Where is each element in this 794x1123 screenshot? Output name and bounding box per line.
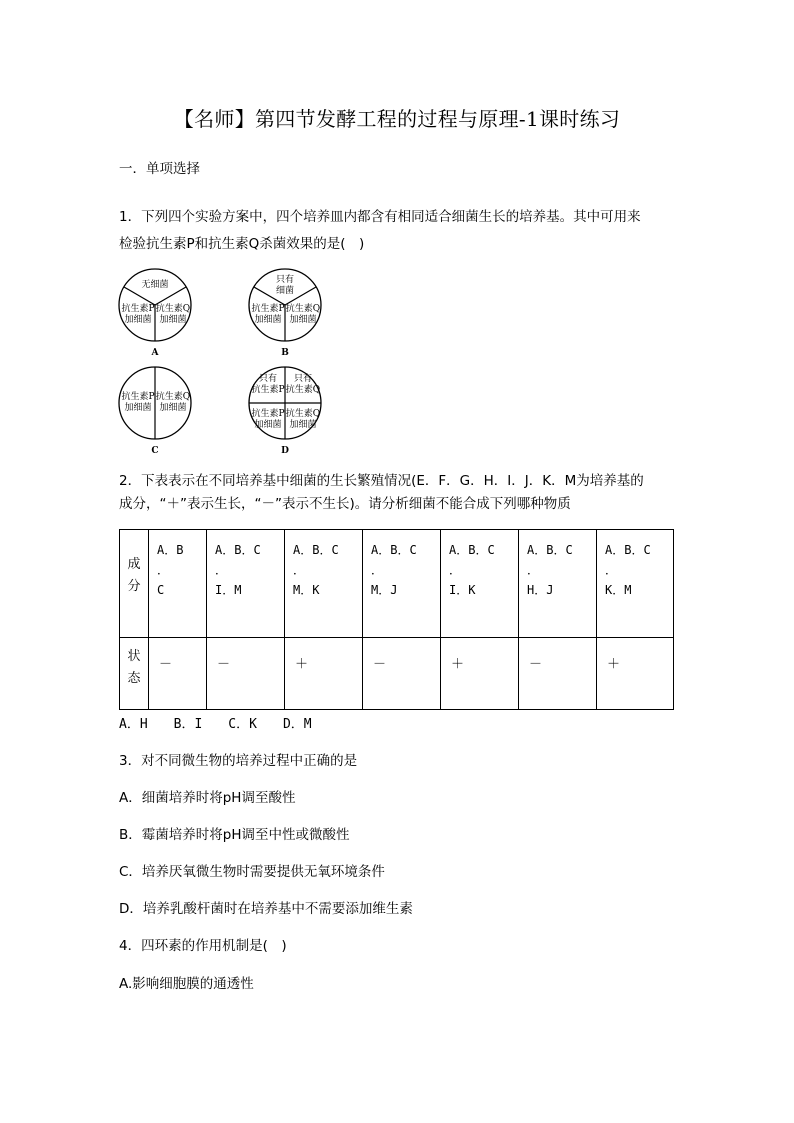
- dish-d-br-label-1: 抗生素Q: [285, 409, 321, 419]
- dish-b-left-label-2: 加细菌: [254, 315, 282, 325]
- dish-c-left-label-2: 加细菌: [124, 403, 152, 413]
- state-cell: ＋: [597, 638, 674, 710]
- dish-b-right-label-1: 抗生素Q: [285, 304, 321, 314]
- dish-b-right-label-2: 加细菌: [289, 315, 317, 325]
- dish-a-left-label-2: 加细菌: [124, 315, 152, 325]
- state-cell: ＋: [285, 638, 363, 710]
- q2-options: A．H B．I C．K D．M: [119, 717, 312, 732]
- component-cell: A．B．C ． I．M: [207, 530, 285, 638]
- section-heading: 一．单项选择: [119, 161, 200, 177]
- dish-d-bl-label-2: 加细菌: [254, 420, 282, 430]
- dish-c-letter: C: [151, 446, 159, 455]
- state-cell: －: [149, 638, 207, 710]
- dish-b: [249, 269, 321, 358]
- dish-d-br-label-2: 加细菌: [289, 420, 317, 430]
- q4-stem: 4．四环素的作用机制是( ): [119, 938, 287, 954]
- component-cell: A．B．C ． H．J: [519, 530, 597, 638]
- q3-option-c: C．培养厌氧微生物时需要提供无氧环境条件: [119, 864, 385, 880]
- state-cell: －: [519, 638, 597, 710]
- dish-d-tr-label-1: 只有: [293, 374, 313, 384]
- dish-b-top-label-2: 细菌: [275, 286, 295, 296]
- page-title: 【名师】第四节发酵工程的过程与原理-1课时练习: [173, 107, 621, 131]
- q1-stem-line1: 1．下列四个实验方案中，四个培养皿内都含有相同适合细菌生长的培养基。其中可用来: [119, 209, 641, 225]
- component-cell: A．B．C ． M．J: [363, 530, 441, 638]
- component-cell: A．B．C ． I．K: [441, 530, 519, 638]
- state-cell: －: [363, 638, 441, 710]
- dish-a-right-label-1: 抗生素Q: [155, 304, 191, 314]
- table-row-component: [120, 530, 674, 638]
- q4-option-a: A.影响细胞膜的通透性: [119, 976, 254, 992]
- dish-b-top-label-1: 只有: [275, 275, 295, 285]
- dish-d-letter: D: [281, 446, 289, 455]
- dish-a-letter: A: [151, 348, 159, 358]
- petri-dish-diagram: [115, 265, 345, 455]
- state-cell: ＋: [441, 638, 519, 710]
- q2-stem-line2: 成分，“＋”表示生长，“－”表示不生长)。请分析细菌不能合成下列哪种物质: [119, 496, 571, 512]
- state-cell: －: [207, 638, 285, 710]
- dish-d-tl-label-1: 只有: [258, 374, 278, 384]
- dish-b-letter: B: [281, 348, 289, 358]
- dish-d-tr-label-2: 抗生素Q: [285, 385, 321, 395]
- q1-stem-line2: 检验抗生素P和抗生素Q杀菌效果的是( ): [119, 236, 365, 252]
- dish-c-right-label-2: 加细菌: [159, 403, 187, 413]
- dish-c-left-label-1: 抗生素P: [121, 392, 155, 402]
- q2-stem-line1: 2．下表表示在不同培养基中细菌的生长繁殖情况(E．F．G．H．I．J．K．M为培养基的: [119, 473, 644, 489]
- row-header-component: 成分: [120, 530, 149, 638]
- dish-d-tl-label-2: 抗生素P: [251, 385, 285, 395]
- dish-b-left-label-1: 抗生素P: [251, 304, 285, 314]
- dish-c: [119, 367, 191, 455]
- dish-a: [119, 269, 191, 358]
- table-row-state: [120, 638, 674, 710]
- dish-a-top-label: 无细菌: [141, 280, 169, 290]
- dish-a-right-label-2: 加细菌: [159, 315, 187, 325]
- q3-option-d: D．培养乳酸杆菌时在培养基中不需要添加维生素: [119, 901, 413, 917]
- dish-d-bl-label-1: 抗生素P: [251, 409, 285, 419]
- q3-stem: 3．对不同微生物的培养过程中正确的是: [119, 753, 358, 769]
- dish-a-left-label-1: 抗生素P: [121, 304, 155, 314]
- q3-option-a: A．细菌培养时将pH调至酸性: [119, 790, 296, 806]
- component-cell: A．B ． C: [149, 530, 207, 638]
- dish-c-right-label-1: 抗生素Q: [155, 392, 191, 402]
- q3-option-b: B．霉菌培养时将pH调至中性或微酸性: [119, 827, 350, 843]
- dish-d: [249, 367, 321, 455]
- row-header-state: 状态: [120, 638, 149, 710]
- component-cell: A．B．C ． K．M: [597, 530, 674, 638]
- component-cell: A．B．C ． M．K: [285, 530, 363, 638]
- growth-table: [119, 529, 674, 710]
